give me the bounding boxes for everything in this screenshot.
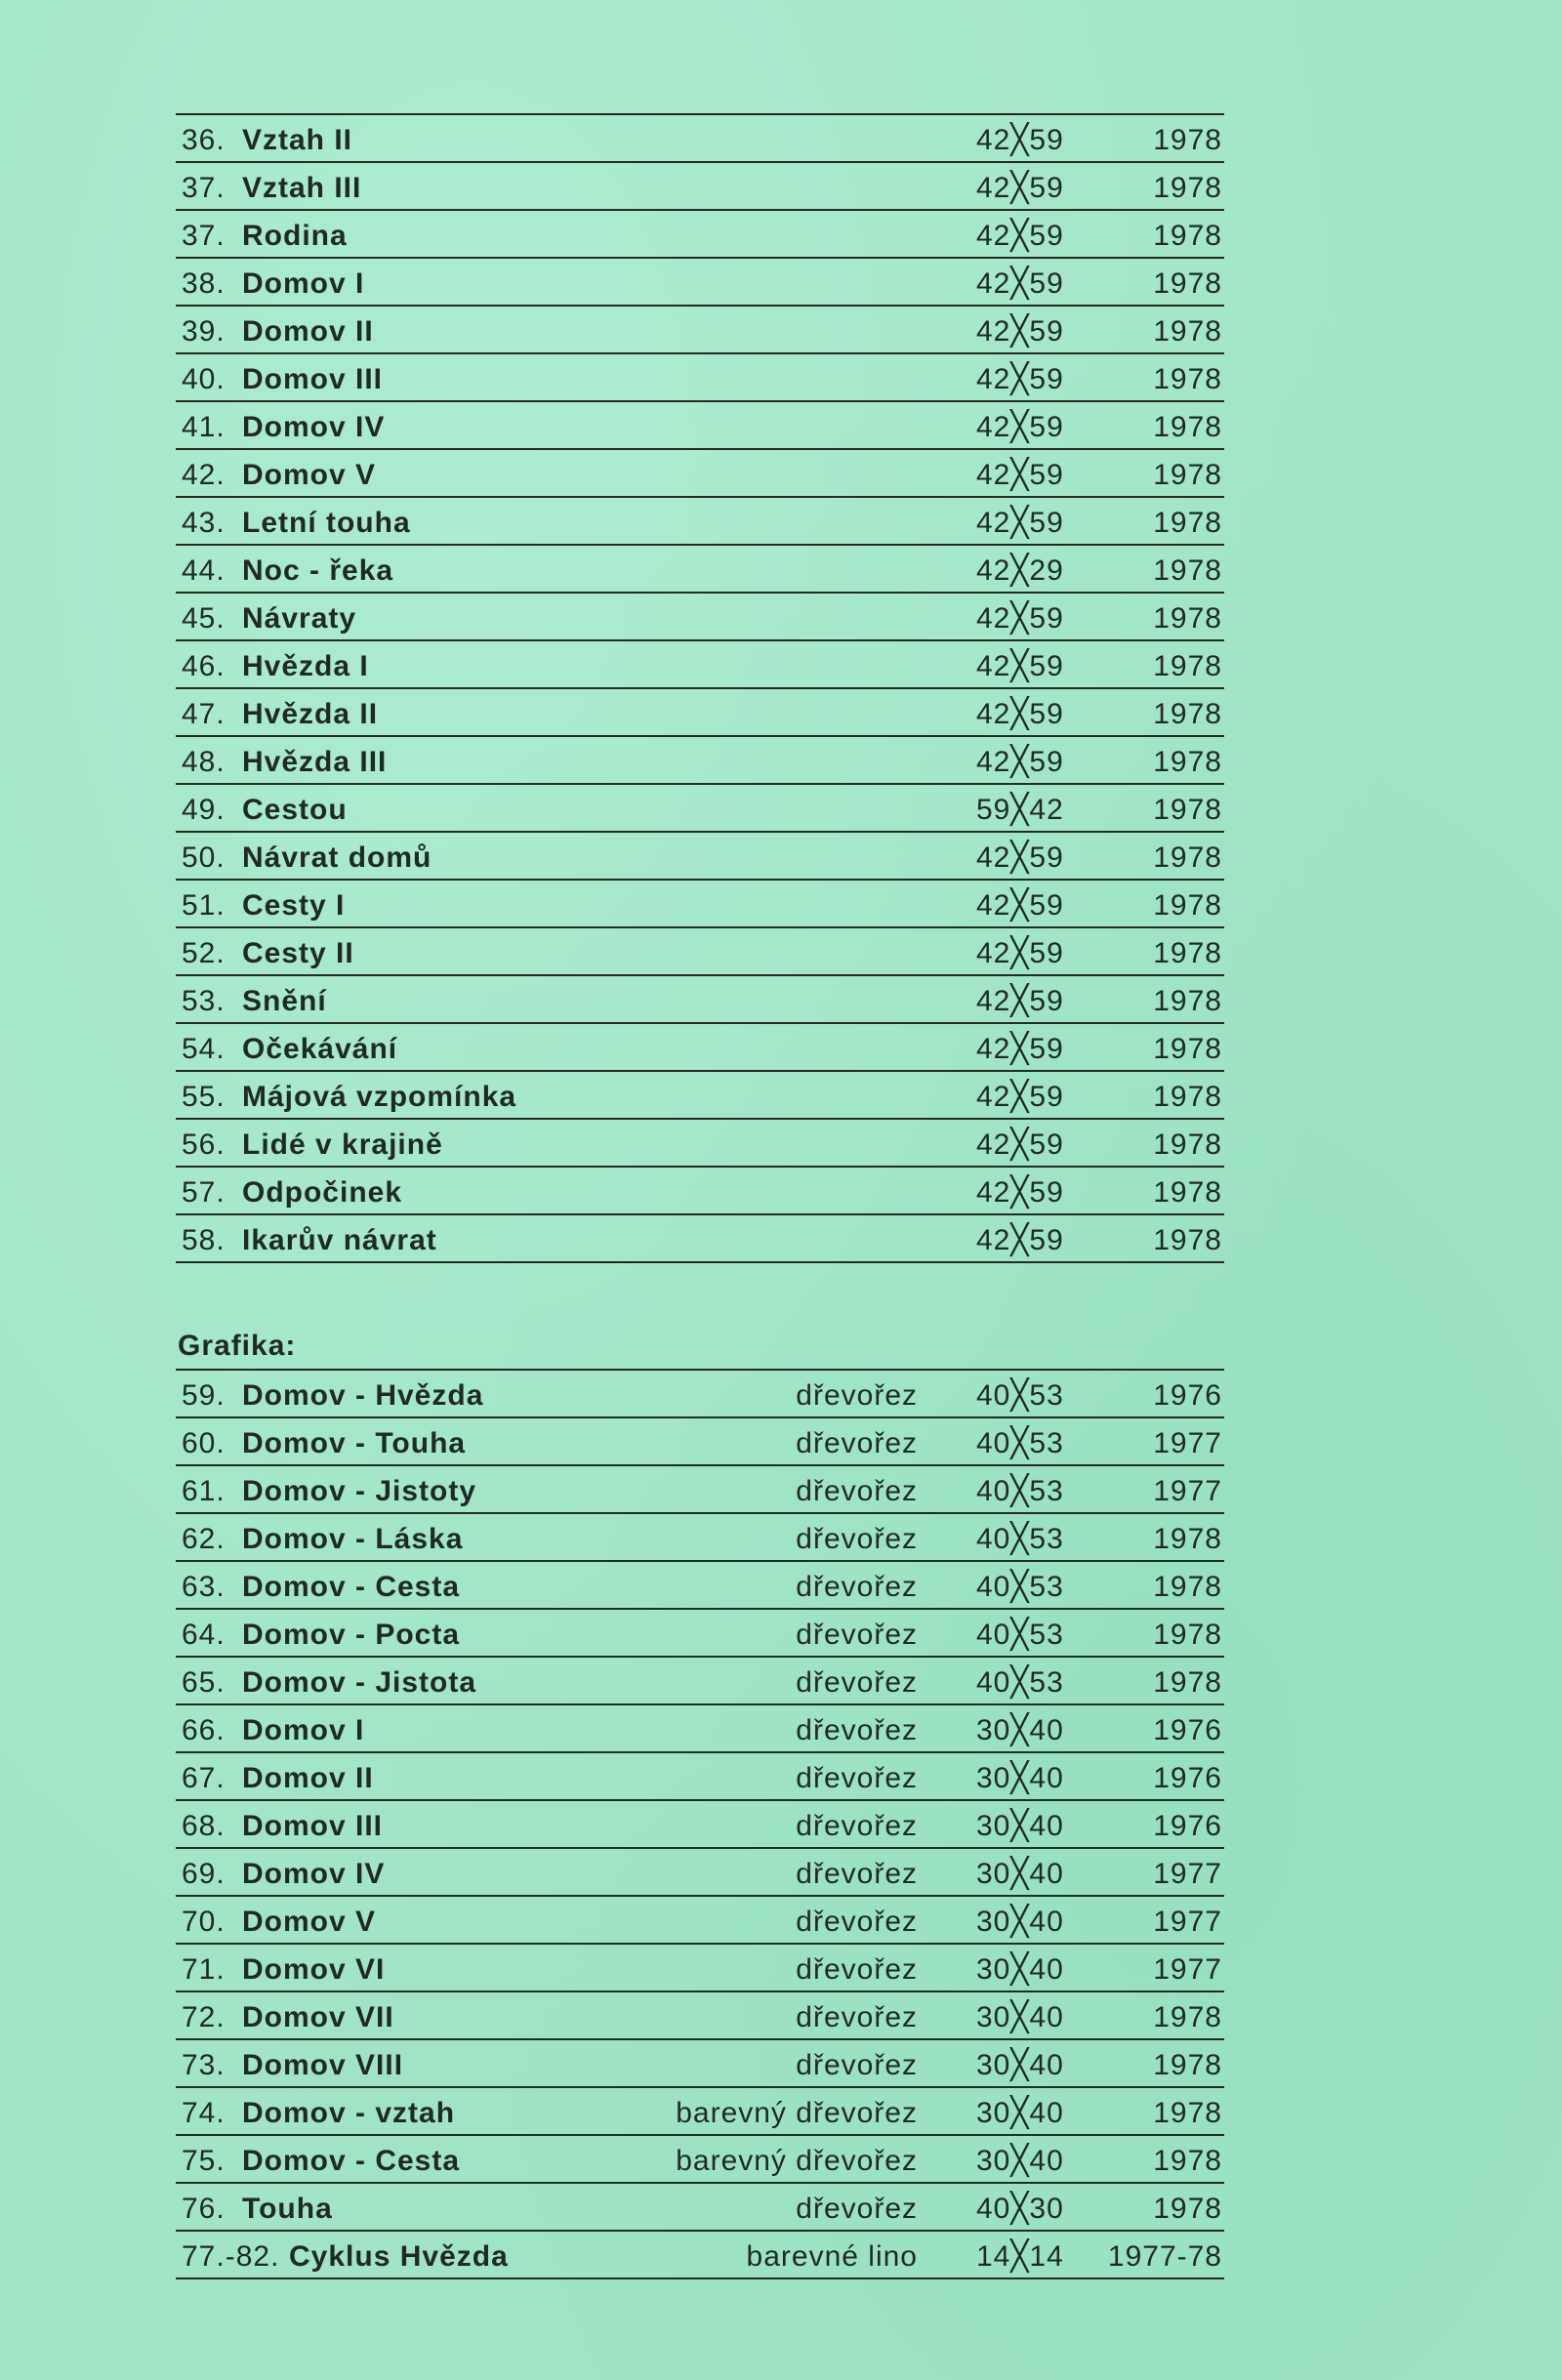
item-number: 72.	[182, 2001, 226, 2033]
table-row	[176, 2184, 1224, 2232]
table-row	[176, 1215, 1224, 1263]
item-number: 68.	[182, 1810, 226, 1842]
item-title: Hvězda III	[242, 746, 388, 778]
item-title: Očekávání	[242, 1033, 398, 1065]
table-row	[176, 1371, 1224, 1418]
item-year: 1978	[1153, 267, 1222, 300]
item-number: 47.	[182, 698, 226, 730]
item-title: Domov VIII	[242, 2049, 404, 2081]
item-year: 1978	[1153, 1571, 1222, 1603]
item-size: 30╳40	[976, 1906, 1064, 1938]
item-number: 43.	[182, 507, 226, 539]
table-row	[176, 546, 1224, 594]
item-number: 73.	[182, 2049, 226, 2081]
item-title: Domov VI	[242, 1953, 386, 1986]
item-number: 76.	[182, 2193, 226, 2225]
item-technique: dřevořez	[796, 1571, 918, 1603]
item-number: 38.	[182, 267, 226, 300]
table-row	[176, 689, 1224, 737]
item-size: 40╳53	[976, 1666, 1064, 1699]
table-row	[176, 1849, 1224, 1897]
item-title: Návraty	[242, 602, 357, 635]
item-technique: dřevořez	[796, 1858, 918, 1890]
item-year: 1978	[1153, 1523, 1222, 1555]
item-year: 1978	[1153, 889, 1222, 922]
item-number: 37.	[182, 220, 226, 252]
item-size: 42╳59	[976, 1176, 1064, 1209]
item-size: 42╳59	[976, 411, 1064, 443]
item-year: 1978	[1153, 2097, 1222, 2129]
item-year: 1978	[1153, 650, 1222, 682]
item-size: 30╳40	[976, 1858, 1064, 1890]
table-row	[176, 1753, 1224, 1801]
table-row	[176, 402, 1224, 450]
item-year: 1978	[1153, 698, 1222, 730]
item-number: 53.	[182, 985, 226, 1017]
table-row	[176, 785, 1224, 833]
item-title: Cestou	[242, 794, 348, 826]
item-title: Májová vzpomínka	[242, 1081, 517, 1113]
item-year: 1977	[1153, 1475, 1222, 1507]
item-title: Domov I	[242, 267, 365, 300]
table-row	[176, 1945, 1224, 1992]
item-size: 40╳53	[976, 1571, 1064, 1603]
table-row	[176, 498, 1224, 546]
item-technique: barevné lino	[746, 2240, 918, 2273]
item-year: 1978	[1153, 363, 1222, 395]
item-technique: dřevořez	[796, 1714, 918, 1746]
item-size: 40╳53	[976, 1475, 1064, 1507]
item-title: Hvězda II	[242, 698, 379, 730]
item-title: Domov - Cesta	[242, 2145, 461, 2177]
item-technique: dřevořez	[796, 1666, 918, 1699]
item-title: Cesty II	[242, 937, 354, 969]
item-title: Domov - vztah	[242, 2097, 456, 2129]
item-year: 1978	[1153, 124, 1222, 156]
item-title: Letní touha	[242, 507, 411, 539]
item-number: 65.	[182, 1666, 226, 1699]
item-size: 42╳59	[976, 650, 1064, 682]
item-number: 75.	[182, 2145, 226, 2177]
item-number: 49.	[182, 794, 226, 826]
item-size: 59╳42	[976, 794, 1064, 826]
item-year: 1978	[1153, 459, 1222, 491]
item-number: 71.	[182, 1953, 226, 1986]
item-year: 1977-78	[1107, 2240, 1222, 2273]
item-number: 77.-82.	[182, 2240, 280, 2273]
item-title: Domov - Pocta	[242, 1619, 461, 1651]
item-size: 40╳53	[976, 1523, 1064, 1555]
item-title: Odpočinek	[242, 1176, 403, 1209]
item-title: Domov - Hvězda	[242, 1379, 484, 1412]
item-year: 1978	[1153, 411, 1222, 443]
table-row	[176, 1120, 1224, 1168]
table-row	[176, 163, 1224, 211]
item-title: Hvězda I	[242, 650, 369, 682]
table-row	[176, 1705, 1224, 1753]
item-size: 30╳40	[976, 1714, 1064, 1746]
item-technique: barevný dřevořez	[676, 2145, 918, 2177]
item-number: 39.	[182, 315, 226, 348]
item-title: Domov III	[242, 363, 384, 395]
table-row	[176, 594, 1224, 641]
item-number: 60.	[182, 1427, 226, 1459]
item-size: 42╳59	[976, 459, 1064, 491]
table-row	[176, 641, 1224, 689]
table-row	[176, 1466, 1224, 1514]
item-title: Domov II	[242, 1762, 374, 1794]
item-technique: dřevořez	[796, 1619, 918, 1651]
table-row	[176, 450, 1224, 498]
item-technique: dřevořez	[796, 2001, 918, 2033]
item-title: Domov - Jistoty	[242, 1475, 477, 1507]
item-year: 1978	[1153, 602, 1222, 635]
item-number: 42.	[182, 459, 226, 491]
item-title: Noc - řeka	[242, 554, 394, 587]
item-title: Touha	[242, 2193, 333, 2225]
table-row	[176, 2136, 1224, 2184]
item-number: 37.	[182, 172, 226, 204]
table-row	[176, 259, 1224, 307]
table-row	[176, 928, 1224, 976]
graphics-heading: Grafika:	[178, 1330, 297, 1362]
item-year: 1978	[1153, 172, 1222, 204]
item-number: 62.	[182, 1523, 226, 1555]
item-year: 1978	[1153, 2049, 1222, 2081]
item-year: 1978	[1153, 1619, 1222, 1651]
table-row	[176, 1168, 1224, 1215]
item-year: 1978	[1153, 554, 1222, 587]
item-title: Domov - Touha	[242, 1427, 467, 1459]
item-size: 42╳59	[976, 1081, 1064, 1113]
item-year: 1976	[1153, 1762, 1222, 1794]
item-number: 44.	[182, 554, 226, 587]
item-number: 74.	[182, 2097, 226, 2129]
item-year: 1978	[1153, 746, 1222, 778]
item-size: 42╳59	[976, 363, 1064, 395]
paintings-list	[176, 115, 1224, 1263]
item-size: 40╳53	[976, 1379, 1064, 1412]
item-size: 42╳59	[976, 698, 1064, 730]
item-title: Domov III	[242, 1810, 384, 1842]
item-title: Domov IV	[242, 411, 386, 443]
table-row	[176, 1418, 1224, 1466]
item-year: 1976	[1153, 1810, 1222, 1842]
item-title: Vztah II	[242, 124, 353, 156]
table-row	[176, 1562, 1224, 1610]
item-number: 64.	[182, 1619, 226, 1651]
item-title: Domov II	[242, 315, 374, 348]
item-title: Domov V	[242, 459, 377, 491]
item-size: 42╳29	[976, 554, 1064, 587]
item-title: Domov IV	[242, 1858, 386, 1890]
table-row	[176, 737, 1224, 785]
item-year: 1978	[1153, 2001, 1222, 2033]
item-year: 1978	[1153, 2145, 1222, 2177]
item-size: 42╳59	[976, 1033, 1064, 1065]
table-row	[176, 1897, 1224, 1945]
item-year: 1978	[1153, 1081, 1222, 1113]
item-number: 59.	[182, 1379, 226, 1412]
item-number: 67.	[182, 1762, 226, 1794]
item-year: 1977	[1153, 1953, 1222, 1986]
item-technique: dřevořez	[796, 1379, 918, 1412]
item-year: 1978	[1153, 841, 1222, 874]
table-row	[176, 1024, 1224, 1072]
item-size: 42╳59	[976, 985, 1064, 1017]
item-number: 52.	[182, 937, 226, 969]
item-number: 69.	[182, 1858, 226, 1890]
item-number: 57.	[182, 1176, 226, 1209]
item-year: 1977	[1153, 1858, 1222, 1890]
table-row	[176, 354, 1224, 402]
item-year: 1978	[1153, 315, 1222, 348]
item-year: 1977	[1153, 1427, 1222, 1459]
item-size: 30╳40	[976, 2001, 1064, 2033]
table-row	[176, 1992, 1224, 2040]
works-list	[176, 113, 1224, 2279]
item-size: 14╳14	[976, 2240, 1064, 2273]
item-title: Domov - Jistota	[242, 1666, 477, 1699]
item-size: 42╳59	[976, 172, 1064, 204]
item-size: 42╳59	[976, 124, 1064, 156]
item-number: 45.	[182, 602, 226, 635]
table-row	[176, 1658, 1224, 1705]
item-technique: dřevořez	[796, 1953, 918, 1986]
item-year: 1978	[1153, 2193, 1222, 2225]
item-year: 1978	[1153, 985, 1222, 1017]
item-number: 54.	[182, 1033, 226, 1065]
item-year: 1978	[1153, 794, 1222, 826]
item-year: 1978	[1153, 1224, 1222, 1256]
table-row	[176, 307, 1224, 354]
item-technique: barevný dřevořez	[676, 2097, 918, 2129]
item-year: 1978	[1153, 507, 1222, 539]
item-size: 30╳40	[976, 1810, 1064, 1842]
item-title: Domov I	[242, 1714, 365, 1746]
item-size: 42╳59	[976, 746, 1064, 778]
item-year: 1976	[1153, 1379, 1222, 1412]
table-row	[176, 833, 1224, 881]
table-row	[176, 211, 1224, 259]
item-title: Cyklus Hvězda	[289, 2240, 509, 2273]
item-size: 30╳40	[976, 2049, 1064, 2081]
item-technique: dřevořez	[796, 2049, 918, 2081]
item-number: 56.	[182, 1128, 226, 1161]
item-number: 46.	[182, 650, 226, 682]
item-title: Domov - Láska	[242, 1523, 464, 1555]
item-size: 42╳59	[976, 220, 1064, 252]
item-title: Domov VII	[242, 2001, 394, 2033]
item-size: 42╳59	[976, 602, 1064, 635]
item-size: 42╳59	[976, 507, 1064, 539]
item-number: 51.	[182, 889, 226, 922]
item-number: 48.	[182, 746, 226, 778]
item-year: 1977	[1153, 1906, 1222, 1938]
item-technique: dřevořez	[796, 1810, 918, 1842]
table-row	[176, 2088, 1224, 2136]
item-number: 55.	[182, 1081, 226, 1113]
item-technique: dřevořez	[796, 1475, 918, 1507]
item-size: 40╳53	[976, 1427, 1064, 1459]
table-row	[176, 2040, 1224, 2088]
item-title: Rodina	[242, 220, 348, 252]
item-number: 50.	[182, 841, 226, 874]
table-row	[176, 1610, 1224, 1658]
item-size: 42╳59	[976, 315, 1064, 348]
graphics-list	[176, 1371, 1224, 2279]
item-title: Domov V	[242, 1906, 377, 1938]
item-title: Ikarův návrat	[242, 1224, 437, 1256]
item-number: 41.	[182, 411, 226, 443]
item-size: 42╳59	[976, 1224, 1064, 1256]
item-size: 30╳40	[976, 2097, 1064, 2129]
item-technique: dřevořez	[796, 1427, 918, 1459]
item-size: 30╳40	[976, 1953, 1064, 1986]
item-size: 42╳59	[976, 937, 1064, 969]
item-number: 40.	[182, 363, 226, 395]
table-row	[176, 1514, 1224, 1562]
item-size: 42╳59	[976, 841, 1064, 874]
item-number: 63.	[182, 1571, 226, 1603]
item-year: 1978	[1153, 1176, 1222, 1209]
item-title: Lidé v krajině	[242, 1128, 443, 1161]
item-title: Návrat domů	[242, 841, 432, 874]
table-row	[176, 2232, 1224, 2279]
table-row	[176, 976, 1224, 1024]
item-number: 36.	[182, 124, 226, 156]
item-size: 40╳30	[976, 2193, 1064, 2225]
item-year: 1978	[1153, 220, 1222, 252]
item-size: 42╳59	[976, 1128, 1064, 1161]
item-year: 1978	[1153, 1033, 1222, 1065]
item-technique: dřevořez	[796, 1523, 918, 1555]
item-size: 42╳59	[976, 889, 1064, 922]
item-size: 42╳59	[976, 267, 1064, 300]
table-row	[176, 1072, 1224, 1120]
item-title: Cesty I	[242, 889, 346, 922]
item-technique: dřevořez	[796, 1762, 918, 1794]
item-title: Domov - Cesta	[242, 1571, 461, 1603]
item-number: 70.	[182, 1906, 226, 1938]
item-year: 1978	[1153, 937, 1222, 969]
table-row	[176, 881, 1224, 928]
item-number: 66.	[182, 1714, 226, 1746]
item-technique: dřevořez	[796, 1906, 918, 1938]
item-size: 40╳53	[976, 1619, 1064, 1651]
item-title: Snění	[242, 985, 327, 1017]
item-size: 30╳40	[976, 1762, 1064, 1794]
item-year: 1978	[1153, 1128, 1222, 1161]
section-gap	[176, 1263, 1224, 1322]
graphics-heading-row	[176, 1322, 1224, 1371]
item-year: 1976	[1153, 1714, 1222, 1746]
item-technique: dřevořez	[796, 2193, 918, 2225]
table-row	[176, 1801, 1224, 1849]
table-row	[176, 115, 1224, 163]
item-number: 61.	[182, 1475, 226, 1507]
item-title: Vztah III	[242, 172, 362, 204]
item-year: 1978	[1153, 1666, 1222, 1699]
item-number: 58.	[182, 1224, 226, 1256]
item-size: 30╳40	[976, 2145, 1064, 2177]
